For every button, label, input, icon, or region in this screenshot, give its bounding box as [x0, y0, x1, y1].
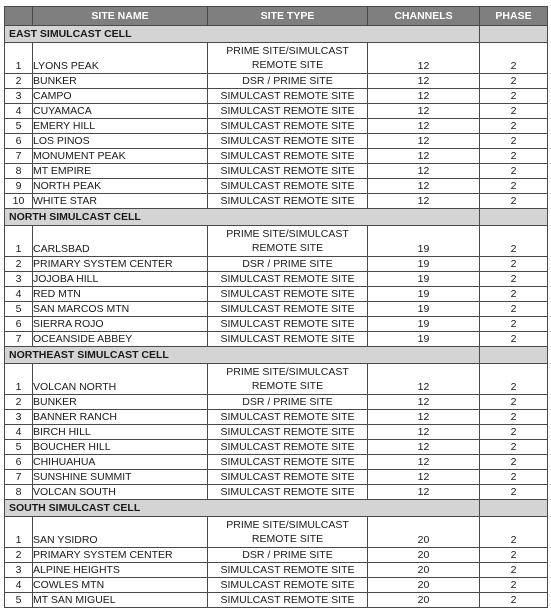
table-row [5, 364, 548, 395]
phase-value: 2 [480, 134, 548, 149]
site-name: BUNKER [33, 74, 208, 89]
site-number: 1 [5, 517, 33, 548]
simulcast-sites-table [4, 6, 548, 608]
channels-value: 12 [368, 364, 480, 395]
channels-value: 19 [368, 287, 480, 302]
site-number: 4 [5, 425, 33, 440]
header-phase: PHASE [480, 7, 548, 26]
channels-value: 19 [368, 272, 480, 287]
site-number: 6 [5, 134, 33, 149]
phase-value: 2 [480, 194, 548, 209]
phase-value: 2 [480, 517, 548, 548]
phase-value: 2 [480, 74, 548, 89]
channels-value: 12 [368, 104, 480, 119]
site-type: SIMULCAST REMOTE SITE [208, 425, 368, 440]
table-row [5, 194, 548, 209]
phase-value: 2 [480, 470, 548, 485]
site-type: SIMULCAST REMOTE SITE [208, 455, 368, 470]
site-type: SIMULCAST REMOTE SITE [208, 485, 368, 500]
phase-value: 2 [480, 563, 548, 578]
site-name: WHITE STAR [33, 194, 208, 209]
site-name: CARLSBAD [33, 226, 208, 257]
table-row [5, 287, 548, 302]
site-name: SIERRA ROJO [33, 317, 208, 332]
phase-value: 2 [480, 257, 548, 272]
site-number: 5 [5, 593, 33, 608]
table-header-row [5, 7, 548, 26]
cell-title: EAST SIMULCAST CELL [5, 26, 480, 43]
header-site-name: SITE NAME [33, 7, 208, 26]
site-name: JOJOBA HILL [33, 272, 208, 287]
site-name: VOLCAN SOUTH [33, 485, 208, 500]
channels-value: 12 [368, 194, 480, 209]
phase-value: 2 [480, 440, 548, 455]
phase-value: 2 [480, 578, 548, 593]
table-row [5, 119, 548, 134]
site-type: SIMULCAST REMOTE SITE [208, 410, 368, 425]
channels-value: 12 [368, 440, 480, 455]
phase-value: 2 [480, 164, 548, 179]
site-number: 4 [5, 287, 33, 302]
site-name: BUNKER [33, 395, 208, 410]
header-channels: CHANNELS [368, 7, 480, 26]
site-type: SIMULCAST REMOTE SITE [208, 104, 368, 119]
site-number: 3 [5, 89, 33, 104]
site-number: 8 [5, 164, 33, 179]
site-name: CAMPO [33, 89, 208, 104]
site-number: 2 [5, 395, 33, 410]
table-row [5, 89, 548, 104]
site-type: DSR / PRIME SITE [208, 257, 368, 272]
channels-value: 12 [368, 119, 480, 134]
table-row [5, 440, 548, 455]
phase-value: 2 [480, 395, 548, 410]
channels-value: 12 [368, 470, 480, 485]
channels-value: 12 [368, 395, 480, 410]
site-name: LYONS PEAK [33, 43, 208, 74]
table-row [5, 563, 548, 578]
site-number: 2 [5, 74, 33, 89]
site-type: SIMULCAST REMOTE SITE [208, 302, 368, 317]
site-type: DSR / PRIME SITE [208, 395, 368, 410]
cell-title-phase-blank [480, 500, 548, 517]
channels-value: 20 [368, 593, 480, 608]
site-number: 2 [5, 257, 33, 272]
site-type: SIMULCAST REMOTE SITE [208, 563, 368, 578]
table-row [5, 134, 548, 149]
site-type: SIMULCAST REMOTE SITE [208, 272, 368, 287]
site-number: 1 [5, 226, 33, 257]
site-number: 3 [5, 410, 33, 425]
phase-value: 2 [480, 317, 548, 332]
channels-value: 12 [368, 134, 480, 149]
table-row [5, 149, 548, 164]
table-row [5, 395, 548, 410]
site-number: 6 [5, 455, 33, 470]
table-row [5, 43, 548, 74]
channels-value: 19 [368, 226, 480, 257]
phase-value: 2 [480, 226, 548, 257]
phase-value: 2 [480, 287, 548, 302]
site-name: MONUMENT PEAK [33, 149, 208, 164]
channels-value: 12 [368, 425, 480, 440]
phase-value: 2 [480, 149, 548, 164]
site-number: 6 [5, 317, 33, 332]
table-row [5, 257, 548, 272]
site-type: SIMULCAST REMOTE SITE [208, 593, 368, 608]
cell-title-phase-blank [480, 347, 548, 364]
phase-value: 2 [480, 455, 548, 470]
table-row [5, 578, 548, 593]
table-row [5, 164, 548, 179]
site-type: SIMULCAST REMOTE SITE [208, 134, 368, 149]
site-name: RED MTN [33, 287, 208, 302]
site-name: SAN YSIDRO [33, 517, 208, 548]
site-type: PRIME SITE/SIMULCAST REMOTE SITE [208, 517, 368, 548]
site-type: SIMULCAST REMOTE SITE [208, 470, 368, 485]
site-number: 2 [5, 548, 33, 563]
channels-value: 12 [368, 410, 480, 425]
channels-value: 20 [368, 548, 480, 563]
cell-section-header [5, 209, 548, 226]
table-row [5, 425, 548, 440]
channels-value: 19 [368, 302, 480, 317]
site-type: DSR / PRIME SITE [208, 548, 368, 563]
cell-title-phase-blank [480, 26, 548, 43]
table-body [5, 26, 548, 608]
site-name: COWLES MTN [33, 578, 208, 593]
cell-title: SOUTH SIMULCAST CELL [5, 500, 480, 517]
site-name: LOS PINOS [33, 134, 208, 149]
site-type: PRIME SITE/SIMULCAST REMOTE SITE [208, 364, 368, 395]
phase-value: 2 [480, 179, 548, 194]
phase-value: 2 [480, 43, 548, 74]
phase-value: 2 [480, 302, 548, 317]
site-name: VOLCAN NORTH [33, 364, 208, 395]
site-number: 3 [5, 272, 33, 287]
table-row [5, 548, 548, 563]
site-number: 1 [5, 364, 33, 395]
channels-value: 20 [368, 563, 480, 578]
table-row [5, 470, 548, 485]
site-number: 7 [5, 332, 33, 347]
channels-value: 12 [368, 43, 480, 74]
site-name: EMERY HILL [33, 119, 208, 134]
channels-value: 20 [368, 517, 480, 548]
site-type: SIMULCAST REMOTE SITE [208, 194, 368, 209]
channels-value: 19 [368, 317, 480, 332]
site-number: 4 [5, 578, 33, 593]
phase-value: 2 [480, 119, 548, 134]
site-name: SUNSHINE SUMMIT [33, 470, 208, 485]
site-type: PRIME SITE/SIMULCAST REMOTE SITE [208, 226, 368, 257]
phase-value: 2 [480, 104, 548, 119]
table-row [5, 74, 548, 89]
cell-title: NORTH SIMULCAST CELL [5, 209, 480, 226]
phase-value: 2 [480, 410, 548, 425]
channels-value: 12 [368, 164, 480, 179]
site-type: SIMULCAST REMOTE SITE [208, 89, 368, 104]
phase-value: 2 [480, 272, 548, 287]
channels-value: 12 [368, 179, 480, 194]
phase-value: 2 [480, 548, 548, 563]
table-row [5, 517, 548, 548]
channels-value: 12 [368, 455, 480, 470]
table-row [5, 179, 548, 194]
table-row [5, 317, 548, 332]
site-name: CHIHUAHUA [33, 455, 208, 470]
channels-value: 12 [368, 89, 480, 104]
site-type: SIMULCAST REMOTE SITE [208, 440, 368, 455]
site-number: 5 [5, 302, 33, 317]
site-number: 8 [5, 485, 33, 500]
cell-title: NORTHEAST SIMULCAST CELL [5, 347, 480, 364]
site-type: SIMULCAST REMOTE SITE [208, 287, 368, 302]
site-type: DSR / PRIME SITE [208, 74, 368, 89]
channels-value: 19 [368, 332, 480, 347]
site-name: SAN MARCOS MTN [33, 302, 208, 317]
site-name: OCEANSIDE ABBEY [33, 332, 208, 347]
header-site-type: SITE TYPE [208, 7, 368, 26]
site-type: PRIME SITE/SIMULCAST REMOTE SITE [208, 43, 368, 74]
site-type: SIMULCAST REMOTE SITE [208, 317, 368, 332]
channels-value: 12 [368, 485, 480, 500]
site-number: 1 [5, 43, 33, 74]
table-row [5, 226, 548, 257]
table-row [5, 593, 548, 608]
site-name: PRIMARY SYSTEM CENTER [33, 548, 208, 563]
header-number [5, 7, 33, 26]
table-row [5, 455, 548, 470]
channels-value: 12 [368, 149, 480, 164]
site-type: SIMULCAST REMOTE SITE [208, 119, 368, 134]
site-name: MT EMPIRE [33, 164, 208, 179]
site-number: 7 [5, 149, 33, 164]
table-row [5, 272, 548, 287]
site-number: 4 [5, 104, 33, 119]
channels-value: 19 [368, 257, 480, 272]
site-number: 7 [5, 470, 33, 485]
phase-value: 2 [480, 332, 548, 347]
site-type: SIMULCAST REMOTE SITE [208, 149, 368, 164]
channels-value: 20 [368, 578, 480, 593]
phase-value: 2 [480, 485, 548, 500]
cell-section-header [5, 26, 548, 43]
phase-value: 2 [480, 593, 548, 608]
cell-section-header [5, 347, 548, 364]
site-number: 10 [5, 194, 33, 209]
site-number: 9 [5, 179, 33, 194]
site-name: CUYAMACA [33, 104, 208, 119]
site-name: BIRCH HILL [33, 425, 208, 440]
site-name: BANNER RANCH [33, 410, 208, 425]
site-type: SIMULCAST REMOTE SITE [208, 578, 368, 593]
table-row [5, 104, 548, 119]
site-name: NORTH PEAK [33, 179, 208, 194]
cell-section-header [5, 500, 548, 517]
cell-title-phase-blank [480, 209, 548, 226]
site-number: 3 [5, 563, 33, 578]
table-row [5, 485, 548, 500]
table-row [5, 332, 548, 347]
phase-value: 2 [480, 89, 548, 104]
table-row [5, 410, 548, 425]
site-type: SIMULCAST REMOTE SITE [208, 332, 368, 347]
site-name: ALPINE HEIGHTS [33, 563, 208, 578]
table-row [5, 302, 548, 317]
channels-value: 12 [368, 74, 480, 89]
site-type: SIMULCAST REMOTE SITE [208, 164, 368, 179]
site-type: SIMULCAST REMOTE SITE [208, 179, 368, 194]
site-number: 5 [5, 119, 33, 134]
site-name: BOUCHER HILL [33, 440, 208, 455]
site-name: MT SAN MIGUEL [33, 593, 208, 608]
site-name: PRIMARY SYSTEM CENTER [33, 257, 208, 272]
phase-value: 2 [480, 364, 548, 395]
phase-value: 2 [480, 425, 548, 440]
site-number: 5 [5, 440, 33, 455]
